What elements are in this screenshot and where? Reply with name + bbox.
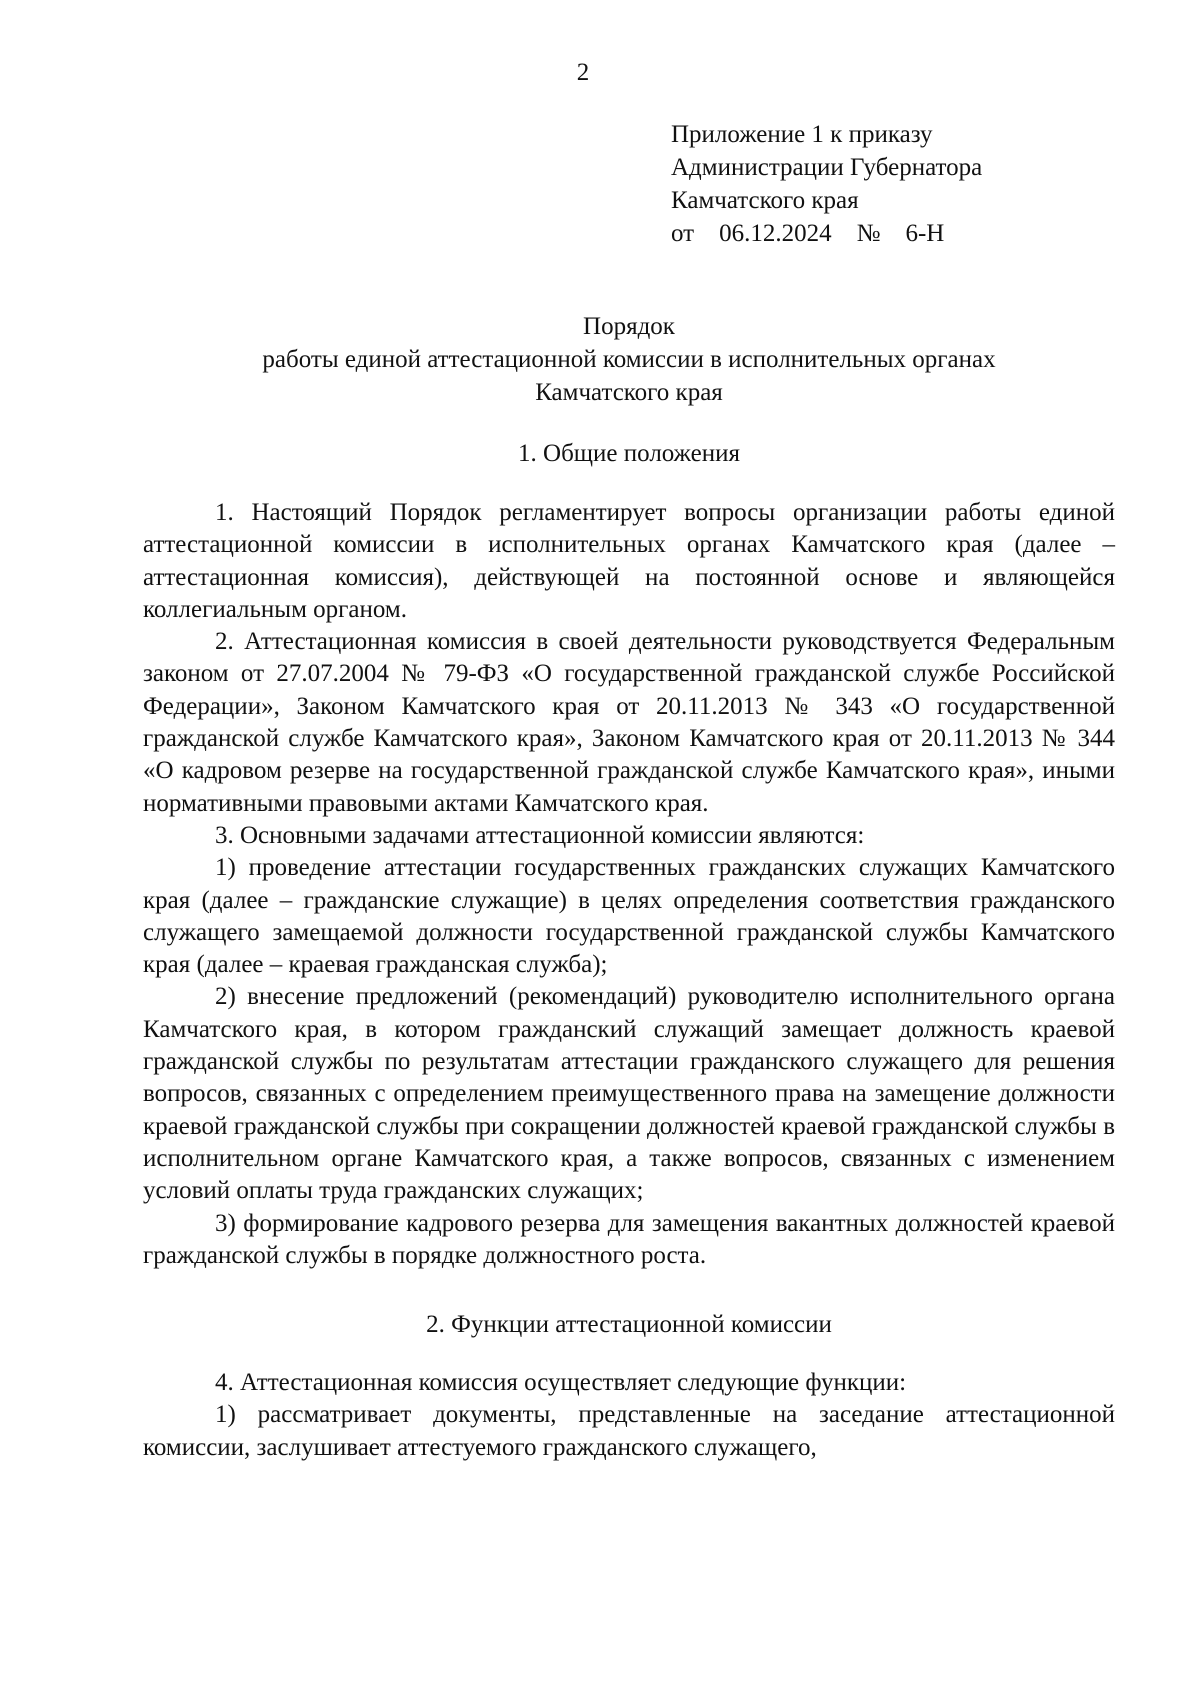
paragraph: 1) проведение аттестации государственных гражданских служащих Камчатского края (далее – гражданские служащие) в целях определения соответствия гражданского служащего замещаемой должности государственной гражданской службы Камчатского края (далее – краевая гражданская служба); <box>143 854 1115 979</box>
section-heading: 1. Общие положения <box>518 440 740 467</box>
appendix-line: Камчатского края <box>671 187 859 214</box>
section-body <box>143 1367 1115 1464</box>
appendix-header <box>671 118 982 250</box>
paragraph: 3) формирование кадрового резерва для замещения вакантных должностей краевой гражданской службы в порядке должностного роста. <box>143 1209 1115 1269</box>
paragraph: 3. Основными задачами аттестационной комиссии являются: <box>215 821 865 849</box>
paragraph: 1. Настоящий Порядок регламентирует вопросы организации работы единой аттестационной комиссии в исполнительных органах Камчатского края (далее – аттестационная комиссия), действующей на постоянной основе и являющейся коллегиальным органом. <box>143 499 1115 623</box>
paragraph: 2) внесение предложений (рекомендаций) руководителю исполнительного органа Камчатского края, в котором гражданский служащий замещает должность краевой гражданской службы по результатам аттестации гражданского служащего для решения вопросов, связанных с определением преимущественного права на замещение должности краевой гражданской службы при сокращении должностей краевой гражданской службы в исполнительном органе Камчатского края, а также вопросов, связанных с изменением условий оплаты труда гражданских служащих; <box>143 983 1115 1205</box>
paragraph: 2. Аттестационная комиссия в своей деятельности руководствуется Федеральным законом от 27.07.2004 № 79-ФЗ «О государственной гражданской службе Российской Федерации», Законом Камчатского края от 20.11.2013 № 343 «О государственной гражданской службе Камчатского края», Законом Камчатского края от 20.11.2013 № 344 «О кадровом резерве на государственной гражданской службе Камчатского края», иными нормативными правовыми актами Камчатского края. <box>143 628 1115 817</box>
appendix-line: Администрации Губернатора <box>671 154 983 181</box>
page-number: 2 <box>576 59 590 86</box>
title-line: Камчатского края <box>535 379 723 406</box>
appendix-date-number: от 06.12.2024 № 6-Н <box>671 220 945 247</box>
document-title <box>143 310 1115 409</box>
section-heading: 2. Функции аттестационной комиссии <box>426 1311 832 1338</box>
section-body <box>143 497 1115 1272</box>
title-line: работы единой аттестационной комиссии в исполнительных органах <box>262 346 996 373</box>
paragraph: 1) рассматривает документы, представленные на заседание аттестационной комиссии, заслушивает аттестуемого гражданского служащего, <box>143 1401 1115 1461</box>
title-line: Порядок <box>583 313 675 340</box>
paragraph: 4. Аттестационная комиссия осуществляет следующие функции: <box>215 1369 907 1396</box>
appendix-line: Приложение 1 к приказу <box>671 121 933 148</box>
